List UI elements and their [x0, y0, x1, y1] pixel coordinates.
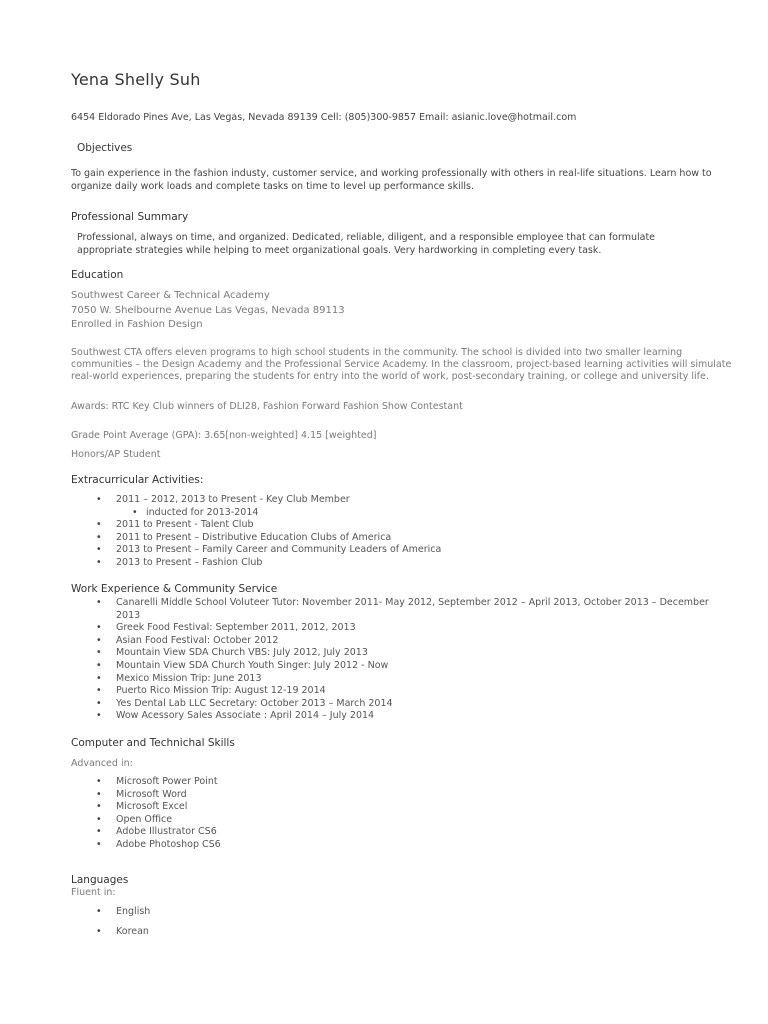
- languages-list: [96, 906, 151, 938]
- bullet-icon: •: [96, 659, 102, 671]
- list-item: • Mexico Mission Trip: June 2013: [96, 672, 262, 684]
- list-item: • 2013 to Present – Family Career and Community Leaders of America: [96, 544, 442, 556]
- bullet-icon: •: [96, 788, 102, 800]
- bullet-icon: •: [96, 519, 102, 531]
- extracurricular-heading: Extracurricular Activities:: [71, 474, 204, 486]
- list-item: • 2011 to Present - Talent Club: [96, 519, 254, 531]
- list-item: • Microsoft Power Point: [96, 776, 218, 787]
- bullet-icon: •: [96, 685, 102, 697]
- bullet-icon: •: [96, 597, 102, 608]
- extracurricular-list: [96, 494, 442, 570]
- bullet-icon: •: [96, 556, 102, 568]
- skills-heading: Computer and Technichal Skills: [71, 737, 235, 749]
- list-item: • Adobe Illustrator CS6: [96, 826, 217, 838]
- bullet-icon: •: [96, 813, 102, 825]
- list-item: • 2011 to Present – Distributive Education Clubs of America: [96, 531, 392, 543]
- bullet-icon: •: [96, 697, 102, 709]
- school-enrollment: Enrolled in Fashion Design: [71, 319, 203, 330]
- list-item: • English: [96, 906, 151, 917]
- bullet-icon: •: [96, 531, 102, 543]
- list-item: • 2013 to Present – Fashion Club: [96, 556, 263, 568]
- objectives-line: organize daily work loads and complete tasks on time to level up performance skills.: [71, 181, 474, 192]
- skills-list: [96, 776, 221, 852]
- bullet-icon: •: [96, 494, 102, 505]
- bullet-icon: •: [96, 710, 102, 722]
- description-line: Southwest CTA offers eleven programs to high school students in the community. The school is divided into two smaller learning: [71, 347, 683, 358]
- description-line: real-world experiences, preparing the students for entry into the world of work, post-secondary training, or college and university life.: [71, 371, 709, 382]
- list-item: • 2011 – 2012, 2013 to Present - Key Club Member: [96, 494, 350, 505]
- education-school-block: [71, 289, 345, 333]
- list-item: • Puerto Rico Mission Trip: August 12-19 2014: [96, 685, 326, 697]
- description-line: communities – the Design Academy and the Professional Service Academy. In the classroom, project-based learning activities will simulate: [71, 359, 732, 370]
- summary-line: appropriate strategies while helping to meet organizational goals. Very hardworking in completing every task.: [77, 245, 602, 256]
- bullet-icon: •: [96, 838, 102, 850]
- honors-line: Honors/AP Student: [71, 449, 161, 460]
- gpa-line: Grade Point Average (GPA): 3.65[non-weighted] 4.15 [weighted]: [71, 430, 377, 441]
- summary-heading: Professional Summary: [71, 211, 189, 223]
- bullet-icon: •: [96, 672, 102, 684]
- school-description: [71, 347, 731, 383]
- summary-text: [77, 231, 655, 257]
- awards-line: Awards: RTC Key Club winners of DLI28, Fashion Forward Fashion Show Contestant: [71, 401, 463, 412]
- list-item: • Wow Acessory Sales Associate : April 2014 – July 2014: [96, 710, 375, 722]
- list-item: • Mountain View SDA Church VBS: July 2012, July 2013: [96, 647, 368, 659]
- work-list: [96, 597, 709, 723]
- skills-intro: Advanced in:: [71, 758, 133, 769]
- list-item: • Asian Food Festival: October 2012: [96, 634, 279, 646]
- bullet-icon: •: [132, 506, 138, 518]
- list-item: • inducted for 2013-2014: [132, 506, 259, 518]
- objectives-heading: Objectives: [77, 142, 133, 154]
- bullet-icon: •: [96, 647, 102, 659]
- list-item: • Canarelli Middle School Voluteer Tutor: November 2011- May 2012, September 2012 – April 2013, October 2013 – December: [96, 597, 709, 608]
- list-item: • Adobe Photoshop CS6: [96, 838, 221, 850]
- list-item: • Open Office: [96, 813, 173, 825]
- bullet-icon: •: [96, 801, 102, 813]
- list-item-continuation: 2013: [116, 609, 141, 621]
- languages-intro: Fluent in:: [71, 887, 116, 898]
- list-item: • Mountain View SDA Church Youth Singer: July 2012 - Now: [96, 659, 389, 671]
- bullet-icon: •: [96, 544, 102, 556]
- work-heading: Work Experience & Community Service: [71, 583, 278, 595]
- list-item: • Microsoft Excel: [96, 801, 188, 813]
- list-item: • Microsoft Word: [96, 788, 187, 800]
- objectives-text: [71, 167, 712, 193]
- list-item: • Korean: [96, 925, 149, 937]
- bullet-icon: •: [96, 622, 102, 634]
- summary-line: Professional, always on time, and organized. Dedicated, reliable, diligent, and a responsible employee that can formulate: [77, 232, 656, 243]
- contact-line: 6454 Eldorado Pines Ave, Las Vegas, Nevada 89139 Cell: (805)300-9857 Email: asianic.love@hotmail.com: [71, 112, 577, 123]
- bullet-icon: •: [96, 925, 102, 937]
- bullet-icon: •: [96, 776, 102, 787]
- resume-name: Yena Shelly Suh: [71, 70, 201, 89]
- list-item: • Yes Dental Lab LLC Secretary: October 2013 – March 2014: [96, 697, 393, 709]
- school-address: 7050 W. Shelbourne Avenue Las Vegas, Nevada 89113: [71, 304, 345, 316]
- languages-heading: Languages: [71, 874, 129, 886]
- bullet-icon: •: [96, 634, 102, 646]
- bullet-icon: •: [96, 826, 102, 838]
- list-item: • Greek Food Festival: September 2011, 2012, 2013: [96, 622, 356, 634]
- education-heading: Education: [71, 269, 124, 281]
- school-name: Southwest Career & Technical Academy: [71, 290, 270, 301]
- objectives-line: To gain experience in the fashion industy, customer service, and working professionally with others in real-life situations. Learn how to: [71, 168, 712, 179]
- bullet-icon: •: [96, 906, 102, 917]
